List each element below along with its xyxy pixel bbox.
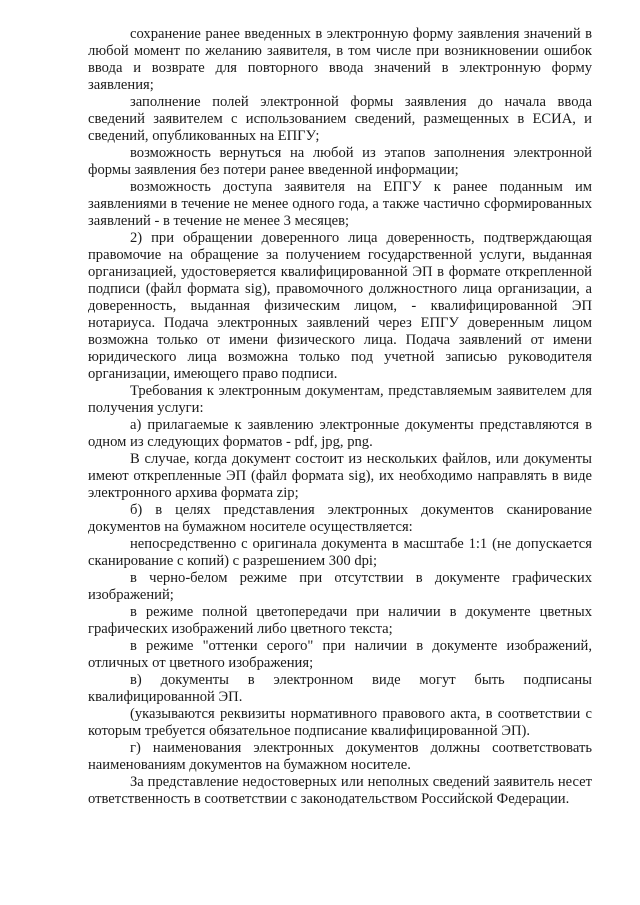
paragraph-scan-grayscale: в режиме "оттенки серого" при наличии в документе изображений, отличных от цветного изображения; xyxy=(88,638,592,671)
paragraph-file-formats: а) прилагаемые к заявлению электронные документы представляются в одном из следующих форматов - pdf, jpg, png. xyxy=(88,417,592,450)
paragraph-access-submitted: возможность доступа заявителя на ЕПГУ к ранее поданным им заявлениями в течение не менее одного года, а также частично сформированных заявлений - в течение не менее 3 месяцев; xyxy=(88,179,592,229)
paragraph-scan-color: в режиме полной цветопередачи при наличии в документе цветных графических изображений либо цветного текста; xyxy=(88,604,592,637)
paragraph-liability: За представление недостоверных или неполных сведений заявитель несет ответственность в соответствии с законодательством Российской Федерации. xyxy=(88,774,592,807)
paragraph-scanning-intro: б) в целях представления электронных документов сканирование документов на бумажном носителе осуществляется: xyxy=(88,502,592,535)
paragraph-proxy-power-of-attorney: 2) при обращении доверенного лица доверенность, подтверждающая правомочие на обращение за получением государственной услуги, выданная организацией, удостоверяется квалифицированной ЭП в формате открепленной подписи (файл формата sig), правомочного должностного лица организации, а доверенность, выданная физическим лицом, - квалифицированной ЭП нотариуса. Подача электронных заявлений через ЕПГУ доверенным лицом возможна только от имени физического лица. Подача заявлений от имени юридического лица возможна только под учетной записью руководителя организации, имеющего право подписи. xyxy=(88,230,592,382)
paragraph-autosave-values: сохранение ранее введенных в электронную форму заявления значений в любой момент по желанию заявителя, в том числе при возникновении ошибок ввода и возврате для повторного ввода значений в электронную форму заявления; xyxy=(88,26,592,93)
paragraph-zip-archive: В случае, когда документ состоит из нескольких файлов, или документы имеют открепленные ЭП (файл формата sig), их необходимо направлять в виде электронного архива формата zip; xyxy=(88,451,592,501)
paragraph-scan-original: непосредственно с оригинала документа в масштабе 1:1 (не допускается сканирование с копий) с разрешением 300 dpi; xyxy=(88,536,592,569)
paragraph-legal-act-note: (указываются реквизиты нормативного правового акта, в соответствии с которым требуется обязательное подписание квалифицированной ЭП). xyxy=(88,706,592,739)
paragraph-document-names: г) наименования электронных документов должны соответствовать наименованиям документов на бумажном носителе. xyxy=(88,740,592,773)
document-body xyxy=(88,26,592,808)
paragraph-document-requirements: Требования к электронным документам, представляемым заявителем для получения услуги: xyxy=(88,383,592,416)
paragraph-prefill-fields: заполнение полей электронной формы заявления до начала ввода сведений заявителем с использованием сведений, размещенных в ЕСИА, и сведений, опубликованных на ЕПГУ; xyxy=(88,94,592,144)
paragraph-scan-bw: в черно-белом режиме при отсутствии в документе графических изображений; xyxy=(88,570,592,603)
paragraph-signed-docs: в) документы в электронном виде могут быть подписаны квалифицированной ЭП. xyxy=(88,672,592,705)
paragraph-return-to-step: возможность вернуться на любой из этапов заполнения электронной формы заявления без потери ранее введенной информации; xyxy=(88,145,592,178)
